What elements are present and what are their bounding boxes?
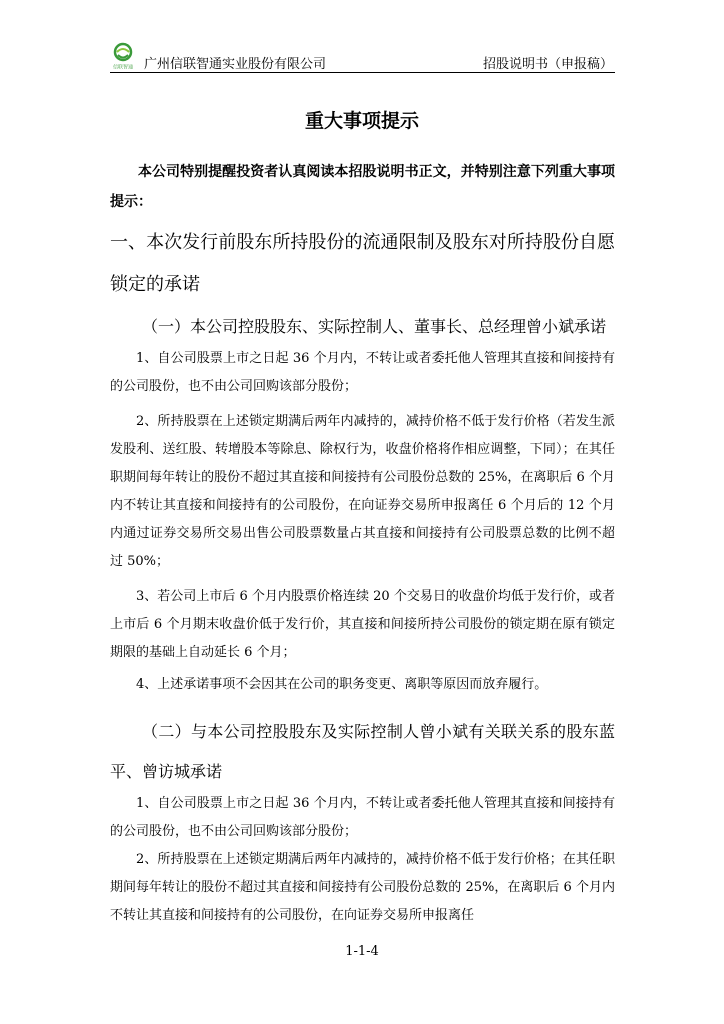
company-name: 广州信联智通实业股份有限公司 (144, 57, 327, 72)
sub1-item-1: 1、自公司股票上市之日起 36 个月内，不转让或者委托他人管理其直接和间接持有的公司股份，也不由公司回购该部分股份； (110, 351, 615, 394)
logo-text: 信联智通 (112, 64, 134, 70)
sub1-item-3: 3、若公司上市后 6 个月内股票价格连续 20 个交易日的收盘价均低于发行价，或者上市后 6 个月期末收盘价低于发行价，其直接和间接所持公司股份的锁定期在原有锁定期限的基础上自动延长 6 个月； (110, 589, 615, 660)
company-logo-icon (110, 42, 136, 70)
subsection-2-heading: （二）与本公司控股股东及实际控制人曾小斌有关联关系的股东蓝平、曾访城承诺 (110, 722, 615, 781)
page-number: 1-1-4 (345, 944, 379, 959)
document-title: 招股说明书（申报稿） (482, 57, 613, 72)
sub2-item-1: 1、自公司股票上市之日起 36 个月内，不转让或者委托他人管理其直接和间接持有的公司股份，也不由公司回购该部分股份； (110, 796, 615, 839)
subsection-1-heading: （一）本公司控股股东、实际控制人、董事长、总经理曾小斌承诺 (142, 317, 607, 336)
page-header (110, 42, 615, 73)
section-1-heading: 一、本次发行前股东所持股份的流通限制及股东对所持股份自愿锁定的承诺 (110, 232, 615, 295)
sub2-item-2: 2、所持股票在上述锁定期满后两年内减持的，减持价格不低于发行价格；在其任职期间每年转让的股份不超过其直接和间接持有公司股份总数的 25%，在离职后 6 个月内不转让其直接和间接持有的公司股份，在向证券交易所申报离任 (110, 852, 615, 923)
page-title: 重大事项提示 (304, 110, 419, 132)
intro-paragraph: 本公司特别提醒投资者认真阅读本招股说明书正文，并特别注意下列重大事项提示： (110, 164, 615, 210)
sub1-item-2: 2、所持股票在上述锁定期满后两年内减持的，减持价格不低于发行价格（若发生派发股利、送红股、转增股本等除息、除权行为，收盘价格将作相应调整，下同）；在其任职期间每年转让的股份不超过其直接和间接持有公司股份总数的 25%，在离职后 6 个月内不转让其直接和间接持有的公司股份，在向证券交易所申报离任 6 个月后的 12 个月内通过证券交易所交易出售公司股票数量占其直接和间接持有公司股票总数的比例不超过 50%； (110, 414, 615, 569)
sub1-item-4: 4、上述承诺事项不会因其在公司的职务变更、离职等原因而放弃履行。 (136, 677, 548, 692)
